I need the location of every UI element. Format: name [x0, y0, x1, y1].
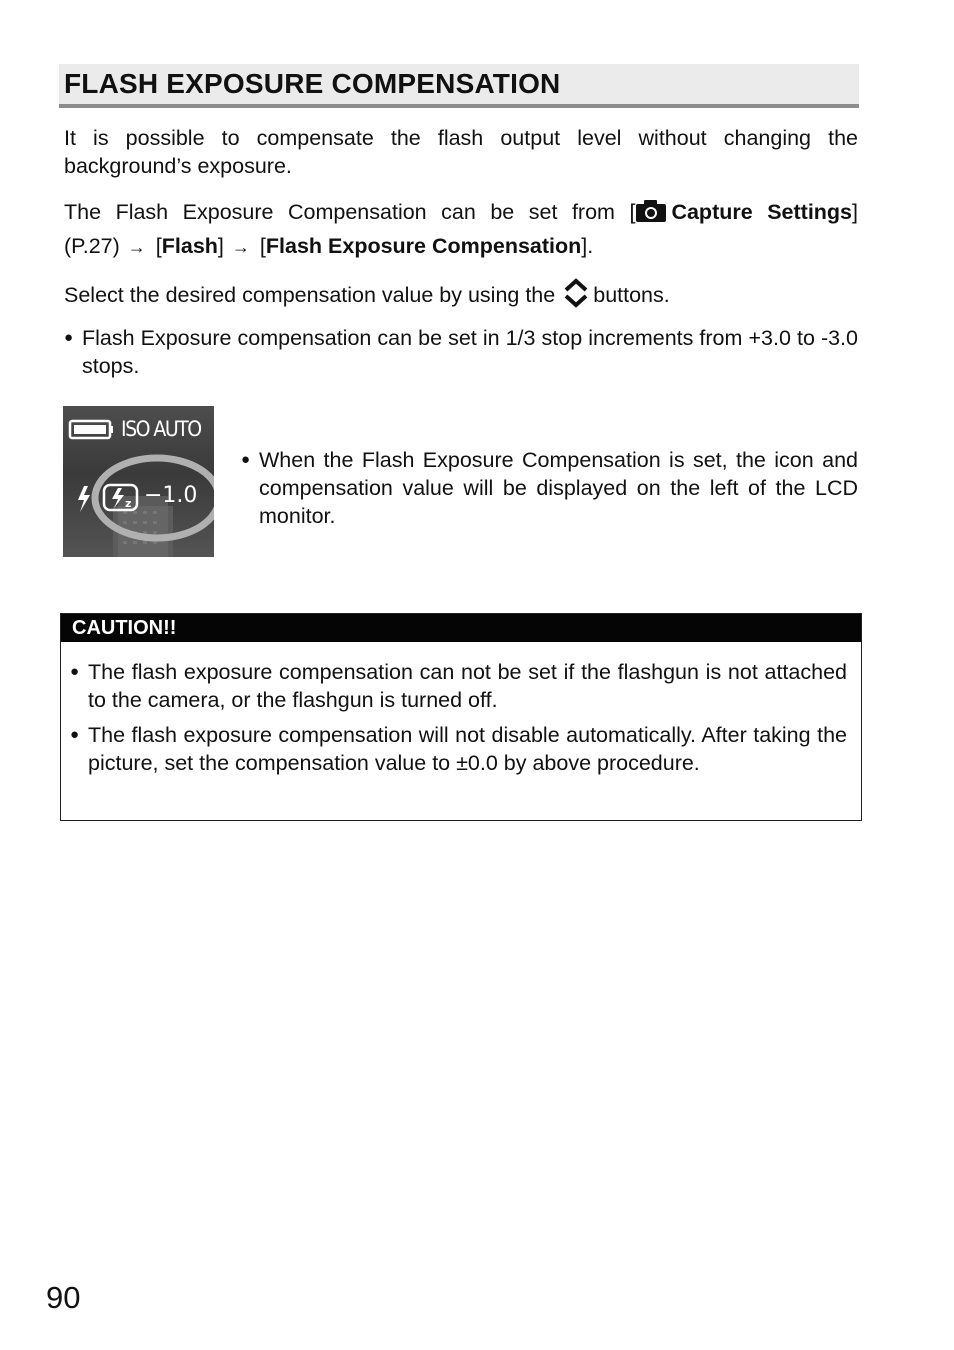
caution-box: [60, 613, 862, 821]
select-instruction-after: buttons.: [593, 283, 670, 307]
compensation-value: −1.0: [144, 483, 198, 508]
close-bracket: ]: [852, 200, 859, 224]
page-number: 90: [46, 1280, 81, 1315]
select-instruction-before: Select the desired compensation value by using the: [64, 283, 556, 307]
svg-text:z: z: [125, 497, 132, 510]
bullet: ●: [64, 329, 74, 346]
flash-label: Flash: [161, 234, 218, 258]
caution-heading: CAUTION!!: [61, 614, 861, 642]
select-instruction: [64, 278, 858, 315]
caution-item-text: The flash exposure compensation can not be set if the flashgun is not attached to the camera, or the flashgun is turned off.: [88, 660, 847, 712]
list-item: [64, 324, 858, 380]
list-item: [70, 658, 847, 714]
flash-icon: [78, 486, 90, 512]
iso-setting-label: ISO AUTO: [121, 417, 201, 441]
open-bracket: [: [155, 234, 162, 258]
open-bracket: [: [259, 234, 266, 258]
up-down-arrows-icon: [563, 278, 589, 315]
camera-icon: [635, 199, 667, 230]
settings-path-paragraph: [64, 198, 858, 261]
arrow-right-icon: →: [127, 237, 146, 257]
list-item: [241, 446, 858, 530]
settings-path-prefix: The Flash Exposure Compensation can be set from [: [64, 200, 636, 224]
list-item: [70, 721, 847, 777]
page-reference: (P.27): [64, 234, 120, 258]
arrow-right-icon: →: [231, 237, 250, 257]
flash-exposure-compensation-label: Flash Exposure Compensation: [265, 234, 582, 258]
section-title-bar: [59, 64, 859, 108]
intro-paragraph: It is possible to compensate the flash output level without changing the background’s exposure.: [64, 126, 858, 178]
capture-settings-label: Capture Settings: [671, 200, 853, 224]
battery-icon: [70, 421, 113, 438]
close-bracket-period: ].: [581, 234, 594, 258]
close-bracket: ]: [217, 234, 224, 258]
bullet-text: Flash Exposure compensation can be set in 1/3 stop increments from +3.0 to -3.0 stops.: [82, 326, 858, 378]
bullet: ●: [241, 451, 251, 468]
caution-item-text: The flash exposure compensation will not disable automatically. After taking the picture, set the compensation value to ±0.0 by above procedure.: [88, 723, 847, 775]
settings-path-line-2: [64, 232, 858, 261]
lcd-screen-image: [63, 406, 214, 557]
bullet: ●: [70, 726, 80, 743]
lcd-note-text: When the Flash Exposure Compensation is set, the icon and compensation value will be displayed on the left of the LCD monitor.: [259, 448, 858, 528]
bullet: ●: [70, 663, 80, 680]
settings-path-line-1: [64, 198, 858, 230]
page-title: FLASH EXPOSURE COMPENSATION: [64, 68, 561, 99]
